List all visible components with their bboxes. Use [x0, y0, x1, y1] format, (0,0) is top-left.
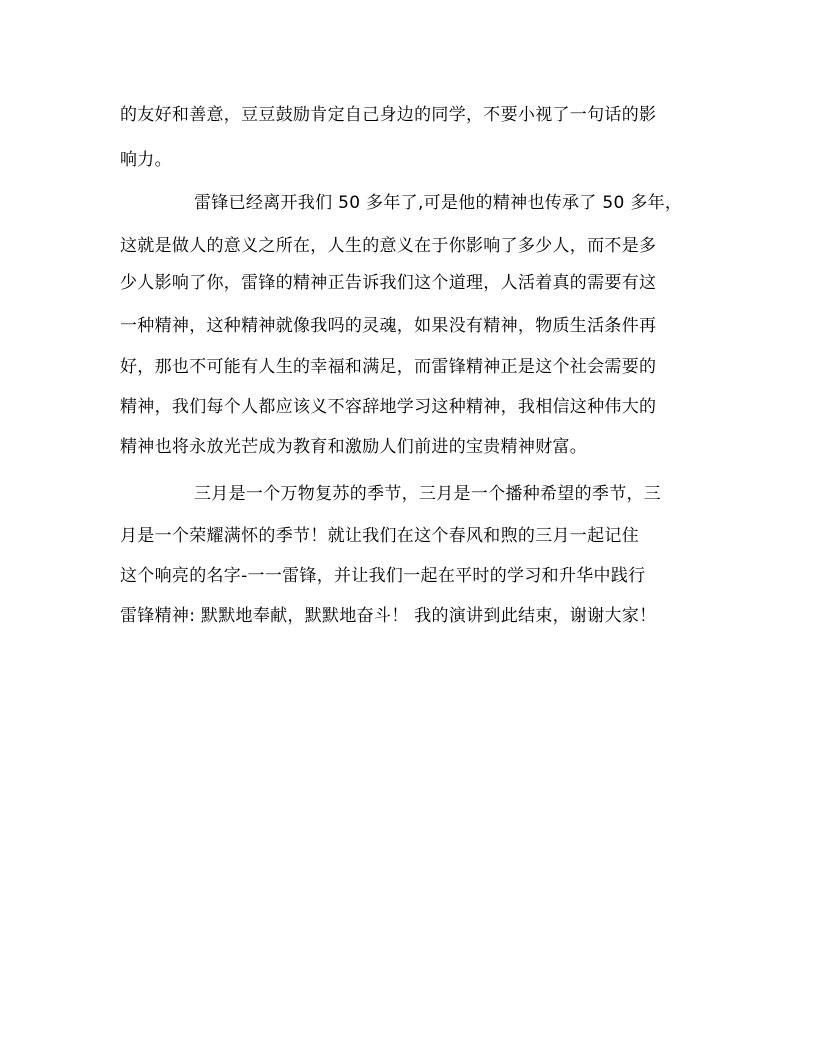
- text-line: 这就是做人的意义之所在，人生的意义在于你影响了多少人，而不是多: [120, 236, 657, 256]
- text-line: 精神，我们每个人都应该义不容辞地学习这种精神，我相信这种伟大的: [120, 397, 657, 417]
- text-line: 好，那也不可能有人生的幸福和满足，而雷锋精神正是这个社会需要的: [120, 357, 657, 377]
- text-line: 这个响亮的名字-一一雷锋，并让我们一起在平时的学习和升华中践行: [120, 566, 646, 586]
- paragraph-first-line: 雷锋已经离开我们 50 多年了,可是他的精神也传承了 50 多年，: [194, 193, 683, 213]
- text-line: 精神也将永放光芒成为教育和激励人们前进的宝贵精神财富。: [120, 437, 588, 457]
- text-line: 月是一个荣耀满怀的季节！就让我们在这个春风和煦的三月一起记住: [120, 526, 639, 546]
- text-line: 少人影响了你，雷锋的精神正告诉我们这个道理，人活着真的需要有这: [120, 273, 657, 293]
- paragraph-first-line: 三月是一个万物复苏的季节，三月是一个播种希望的季节，三: [194, 484, 662, 504]
- text-line: 响力。: [120, 150, 172, 170]
- text-line: 的友好和善意，豆豆鼓励肯定自己身边的同学，不要小视了一句话的影: [120, 105, 657, 125]
- text-line: 一种精神，这种精神就像我吗的灵魂，如果没有精神，物质生活条件再: [120, 316, 657, 336]
- text-line: 雷锋精神: 默默地奉献，默默地奋斗！ 我的演讲到此结束，谢谢大家！: [120, 606, 657, 626]
